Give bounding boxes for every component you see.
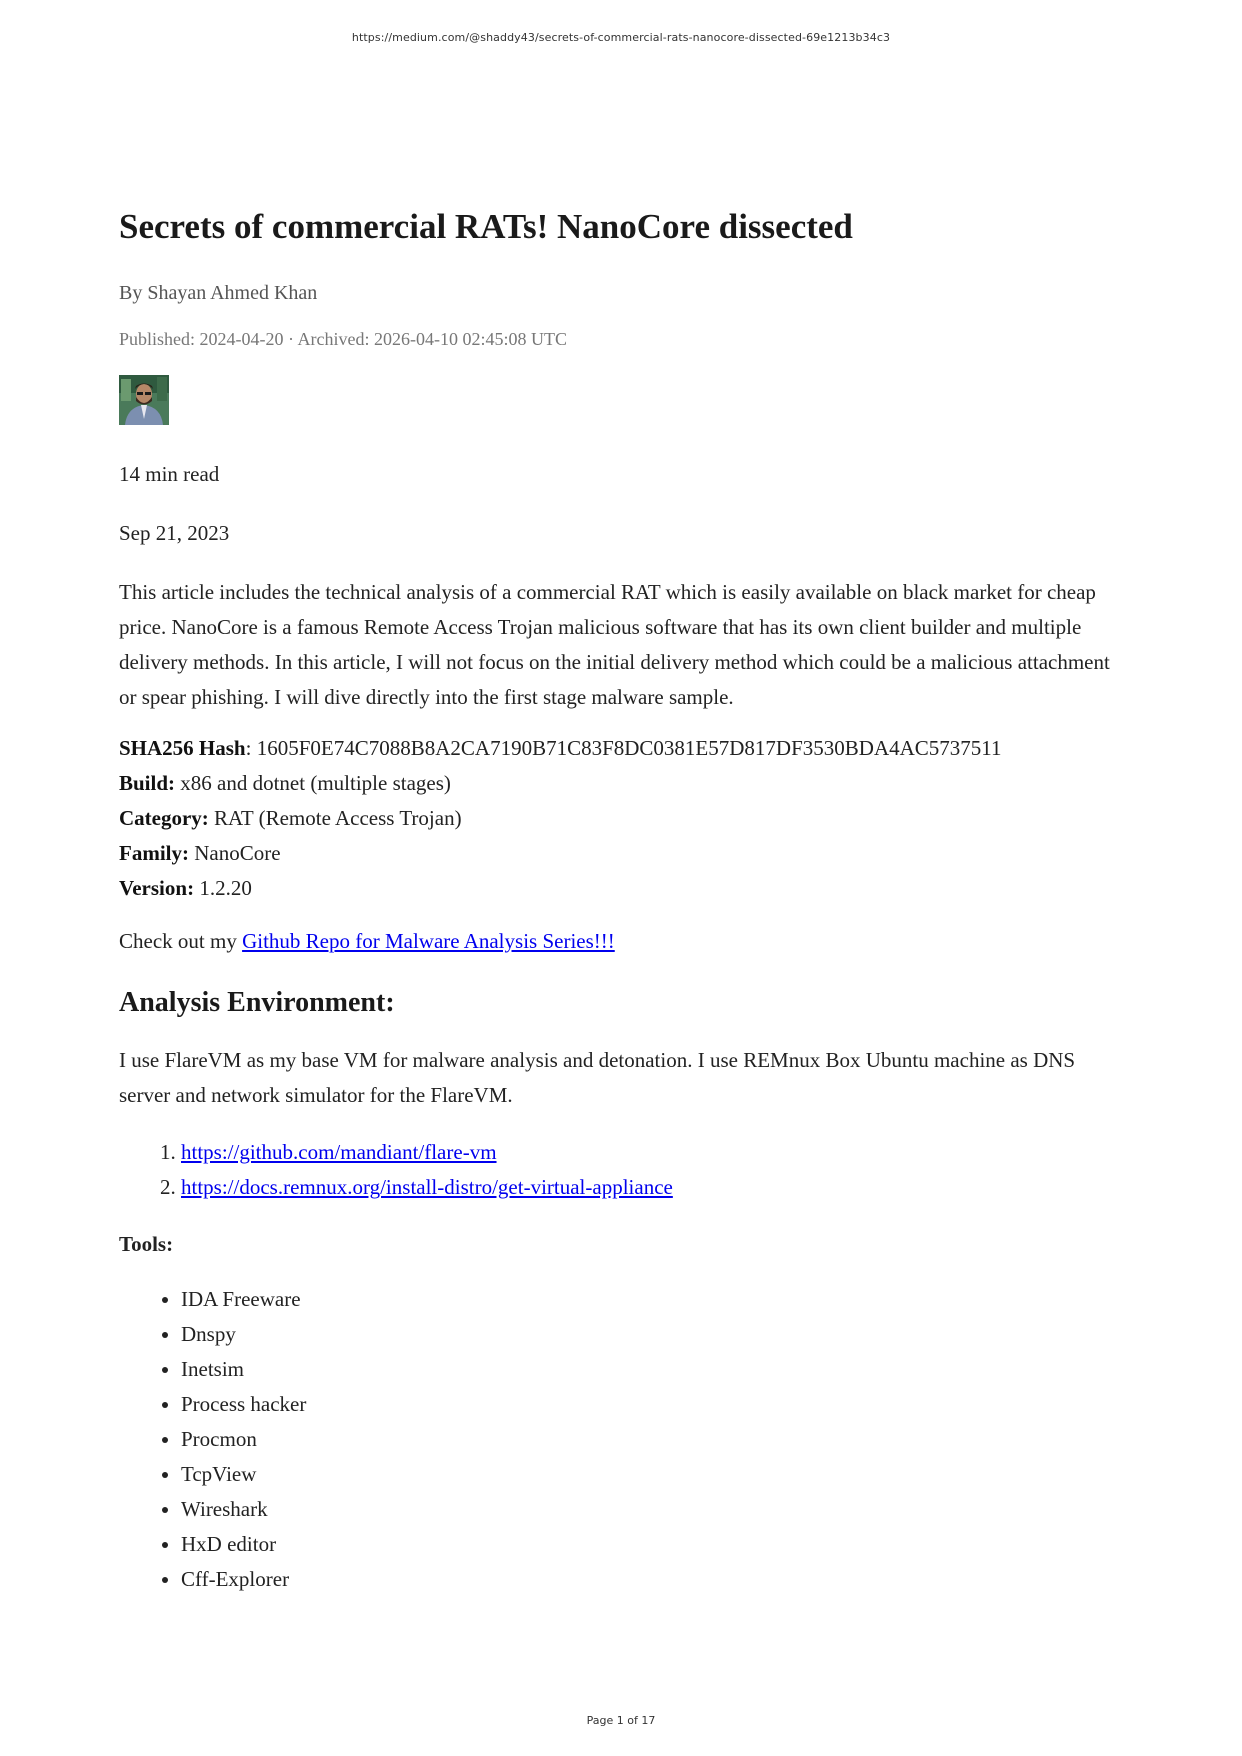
sha256-value: : 1605F0E74C7088B8A2CA7190B71C83F8DC0381E57D817DF3530BDA4AC5737511 [245,735,1002,760]
remnux-link[interactable]: https://docs.remnux.org/install-distro/get-virtual-appliance [181,1175,673,1200]
sample-metadata [119,731,1129,906]
analysis-environment-heading: Analysis Environment: [119,986,395,1018]
list-item: • Cff-Explorer [181,1562,1129,1597]
list-item: • IDA Freeware [181,1282,1129,1317]
sha256-label: SHA256 Hash [119,735,246,760]
list-item [181,1170,1129,1205]
read-time: 14 min read [119,462,220,487]
list-item: • Process hacker [181,1387,1129,1422]
article-content [119,206,1129,1597]
category-label: Category: [119,805,209,830]
build-label: Build: [119,770,176,795]
github-promo-prefix: Check out my [119,928,243,953]
list-item: • Wireshark [181,1492,1129,1527]
list-item: • Procmon [181,1422,1129,1457]
list-item: • Inetsim [181,1352,1129,1387]
github-repo-link[interactable]: Github Repo for Malware Analysis Series!!! [242,928,615,953]
list-item: • Dnspy [181,1317,1129,1352]
family-value: NanoCore [188,840,281,865]
tools-heading: Tools: [119,1232,174,1257]
flare-vm-link[interactable]: https://github.com/mandiant/flare-vm [181,1140,497,1165]
page-number: Page 1 of 17 [586,1714,656,1727]
list-item: • HxD editor [181,1527,1129,1562]
build-line [119,766,1129,801]
tools-list [119,1282,1129,1597]
family-line [119,836,1129,871]
environment-paragraph: I use FlareVM as my base VM for malware analysis and detonation. I use REMnux Box Ubuntu machine as DNS server and network simulator for the FlareVM. [119,1048,1076,1108]
publish-info: Published: 2024-04-20 · Archived: 2026-04-10 02:45:08 UTC [119,329,567,349]
list-item [181,1135,1129,1170]
page-url-header: https://medium.com/@shaddy43/secrets-of-commercial-rats-nanocore-dissected-69e1213b34c3 [351,31,891,44]
article-title: Secrets of commercial RATs! NanoCore dissected [119,207,853,246]
category-line [119,801,1129,836]
build-value: x86 and dotnet (multiple stages) [175,770,451,795]
version-value: 1.2.20 [194,875,252,900]
author-avatar[interactable] [119,375,169,425]
category-value: RAT (Remote Access Trojan) [208,805,462,830]
list-item: • TcpView [181,1457,1129,1492]
github-promo [119,924,1129,959]
version-line [119,871,1129,906]
author-byline: By Shayan Ahmed Khan [119,282,318,304]
sha256-line [119,731,1129,766]
family-label: Family: [119,840,189,865]
environment-links-list [119,1135,1129,1205]
intro-paragraph: This article includes the technical analysis of a commercial RAT which is easily available on black market for cheap price. NanoCore is a famous Remote Access Trojan malicious software that has its own client builder and multiple delivery methods. In this article, I will not focus on the initial delivery method which could be a malicious attachment or spear phishing. I will dive directly into the first stage malware sample. [119,579,1110,709]
version-label: Version: [119,875,195,900]
article-date: Sep 21, 2023 [119,520,230,545]
